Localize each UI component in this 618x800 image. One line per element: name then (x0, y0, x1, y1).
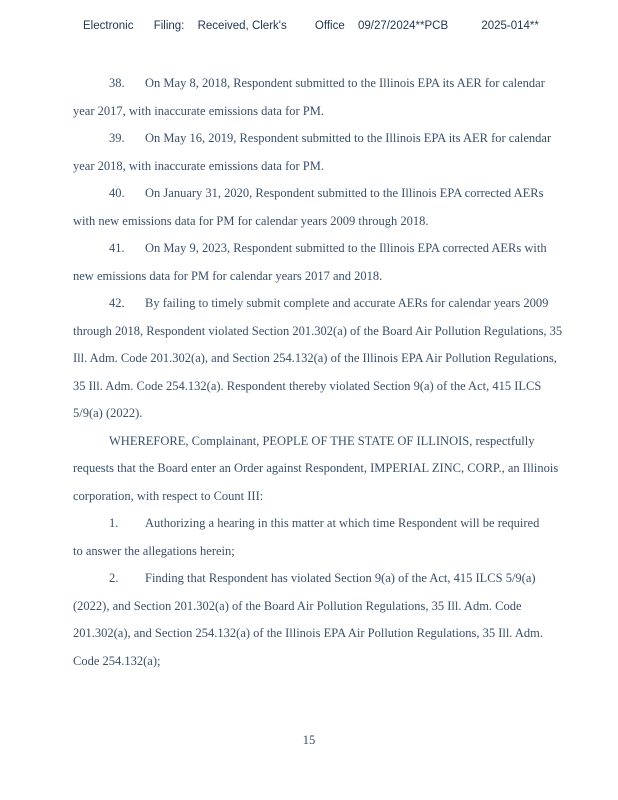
paragraph-number: 38. (109, 76, 125, 90)
relief-2-line-3: 201.302(a), and Section 254.132(a) of the Illinois EPA Air Pollution Regulations, 35 Ill. Adm. (73, 626, 543, 640)
paragraph-text: On May 8, 2018, Respondent submitted to the Illinois EPA its AER for calendar (145, 76, 545, 90)
paragraph-text: On May 16, 2019, Respondent submitted to the Illinois EPA its AER for calendar (145, 131, 552, 145)
relief-1-line-1 (73, 510, 583, 538)
paragraph-text: On January 31, 2020, Respondent submitted to the Illinois EPA corrected AERs (145, 186, 544, 200)
paragraph-42-line-5: 5/9(a) (2022). (73, 406, 143, 420)
header-date: 09/27/2024 (357, 20, 416, 32)
relief-2-line-2: (2022), and Section 201.302(a) of the Board Air Pollution Regulations, 35 Ill. Adm. Code (73, 598, 522, 613)
paragraph-number: 41. (109, 241, 125, 255)
relief-number: 1. (109, 516, 119, 530)
document-body (73, 70, 583, 675)
paragraph-42-line-2: through 2018, Respondent violated Section 201.302(a) of the Board Air Pollution Regulations, 35 (73, 323, 563, 338)
header-clerks: Clerk's (251, 20, 287, 32)
paragraph-38-line-2: year 2017, with inaccurate emissions data for PM. (73, 103, 324, 118)
paragraph-41-line-1 (73, 235, 583, 263)
paragraph-text: On May 9, 2023, Respondent submitted to the Illinois EPA corrected AERs with (145, 241, 547, 255)
header-office: Office (314, 20, 345, 32)
paragraph-number: 42. (109, 296, 125, 310)
wherefore-line-2: requests that the Board enter an Order against Respondent, IMPERIAL ZINC, CORP., an Illinois (73, 461, 559, 475)
paragraph-42-line-3: Ill. Adm. Code 201.302(a), and Section 254.132(a) of the Illinois EPA Air Pollution Regulations, (73, 351, 557, 365)
wherefore-line-1: WHEREFORE, Complainant, PEOPLE OF THE STATE OF ILLINOIS, respectfully (109, 433, 535, 448)
paragraph-38-line-1 (73, 70, 583, 98)
wherefore-line-3: corporation, with respect to Count III: (73, 488, 264, 503)
relief-text: Finding that Respondent has violated Section 9(a) of the Act, 415 ILCS 5/9(a) (145, 571, 536, 585)
relief-2-line-1 (73, 565, 583, 593)
paragraph-39-line-2: year 2018, with inaccurate emissions data for PM. (73, 158, 324, 173)
paragraph-41-line-2: new emissions data for PM for calendar years 2017 and 2018. (73, 268, 383, 283)
page-number: 15 (302, 733, 316, 747)
header-received: Received, (197, 20, 249, 32)
paragraph-40-line-1 (73, 180, 583, 208)
paragraph-number: 40. (109, 186, 125, 200)
paragraph-42-line-4: 35 Ill. Adm. Code 254.132(a). Respondent thereby violated Section 9(a) of the Act, 415 ILCS (73, 378, 542, 393)
paragraph-39-line-1 (73, 125, 583, 153)
relief-1-line-2: to answer the allegations herein; (73, 543, 235, 558)
header-pcb: **PCB (415, 20, 449, 32)
paragraph-number: 39. (109, 131, 125, 145)
filing-stamp-header (83, 20, 539, 32)
header-filing: Filing: (153, 20, 185, 32)
paragraph-40-line-2: with new emissions data for PM for calendar years 2009 through 2018. (73, 213, 429, 228)
relief-2-line-4: Code 254.132(a); (73, 653, 161, 668)
header-case-number: 2025-014** (481, 20, 539, 32)
paragraph-text: By failing to timely submit complete and accurate AERs for calendar years 2009 (145, 296, 549, 310)
relief-text: Authorizing a hearing in this matter at which time Respondent will be required (145, 516, 540, 530)
header-electronic: Electronic (83, 20, 134, 32)
relief-number: 2. (109, 571, 119, 585)
paragraph-42-line-1 (73, 290, 583, 318)
